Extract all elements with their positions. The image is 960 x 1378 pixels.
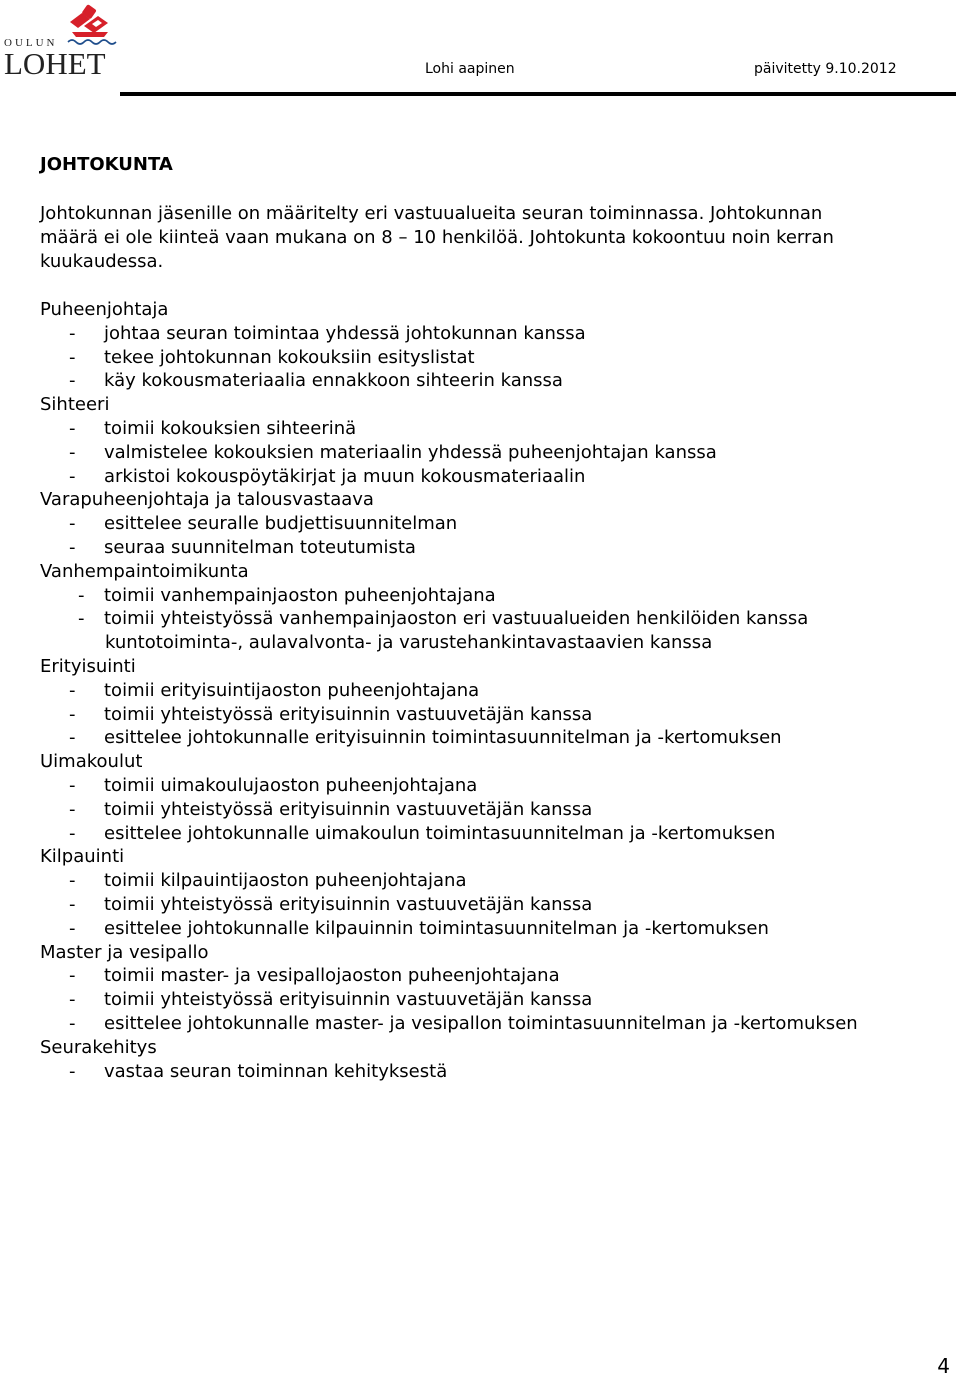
list-item-text: johtaa seuran toimintaa yhdessä johtokunnan kanssa: [104, 322, 586, 344]
list-item: [40, 465, 945, 489]
list-item-continuation: kuntotoiminta-, aulavalvonta- ja varustehankintavastaavien kanssa: [105, 632, 713, 654]
role-list: [40, 298, 945, 1083]
dash-bullet: -: [69, 727, 76, 749]
intro-line: määrä ei ole kiinteä vaan mukana on 8 – 10 henkilöä. Johtokunta kokoontuu noin kerran: [40, 227, 834, 248]
list-item-text: valmistelee kokouksien materiaalin yhdessä puheenjohtajan kanssa: [104, 441, 717, 463]
role-title: Kilpauinti: [40, 846, 125, 868]
header-divider: [120, 92, 956, 96]
list-item-text: toimii yhteistyössä erityisuinnin vastuuvetäjän kanssa: [104, 893, 593, 915]
list-item-text: esittelee seuralle budjettisuunnitelman: [104, 513, 458, 535]
list-item: [40, 441, 945, 465]
wave-icon: [68, 40, 116, 44]
list-item: [40, 584, 945, 608]
role-title: Erityisuinti: [40, 655, 136, 677]
dash-bullet: -: [69, 798, 76, 820]
list-item: [40, 703, 945, 727]
list-item-text: esittelee johtokunnalle erityisuinnin toimintasuunnitelman ja -kertomuksen: [104, 727, 782, 749]
list-item-text: tekee johtokunnan kokouksiin esityslistat: [104, 346, 475, 368]
logo-big-text: LOHET: [4, 46, 106, 78]
list-item: [40, 869, 945, 893]
list-item: [40, 798, 945, 822]
list-item: [40, 822, 945, 846]
dash-bullet: -: [69, 965, 76, 987]
list-item-text: toimii vanhempainjaoston puheenjohtajana: [104, 584, 496, 606]
document-title: Lohi aapinen: [425, 61, 515, 77]
list-item: [40, 679, 945, 703]
list-item: [40, 607, 945, 631]
page-number: 4: [937, 1354, 950, 1378]
dash-bullet: -: [69, 679, 76, 701]
dash-bullet: -: [69, 1060, 76, 1082]
dash-bullet: -: [78, 584, 85, 606]
role-title: Vanhempaintoimikunta: [40, 560, 249, 582]
dash-bullet: -: [69, 989, 76, 1011]
dash-bullet: -: [69, 465, 76, 487]
list-item: [40, 369, 945, 393]
list-item-text: esittelee johtokunnalle kilpauinnin toimintasuunnitelman ja -kertomuksen: [104, 917, 769, 939]
list-item: [40, 322, 945, 346]
list-item-text: toimii master- ja vesipallojaoston puheenjohtajana: [104, 965, 560, 987]
list-item: [40, 964, 945, 988]
list-item: [40, 536, 945, 560]
page-heading: JOHTOKUNTA: [40, 154, 173, 175]
role-title: Sihteeri: [40, 394, 110, 416]
list-item: [40, 988, 945, 1012]
list-item-text: esittelee johtokunnalle master- ja vesipallon toimintasuunnitelman ja -kertomuksen: [104, 1012, 858, 1034]
list-item: [40, 774, 945, 798]
list-item: [40, 1012, 945, 1036]
list-item-text: seuraa suunnitelman toteutumista: [104, 536, 416, 558]
list-item: [40, 917, 945, 941]
dash-bullet: -: [78, 608, 85, 630]
oulun-lohet-logo: [4, 4, 124, 78]
intro-line: kuukaudessa.: [40, 251, 164, 272]
list-item: [40, 346, 945, 370]
dash-bullet: -: [69, 417, 76, 439]
list-item: [40, 726, 945, 750]
swimmer-logo-icon: [70, 4, 108, 37]
dash-bullet: -: [69, 774, 76, 796]
list-item-text: toimii kokouksien sihteerinä: [104, 417, 357, 439]
dash-bullet: -: [69, 322, 76, 344]
list-item-text: esittelee johtokunnalle uimakoulun toimintasuunnitelman ja -kertomuksen: [104, 822, 776, 844]
role-title: Uimakoulut: [40, 751, 143, 773]
list-item-text: toimii yhteistyössä vanhempainjaoston eri vastuualueiden henkilöiden kanssa: [104, 608, 809, 630]
list-item-text: vastaa seuran toiminnan kehityksestä: [104, 1060, 448, 1082]
dash-bullet: -: [69, 917, 76, 939]
updated-date: päivitetty 9.10.2012: [754, 61, 897, 77]
list-item-text: toimii yhteistyössä erityisuinnin vastuuvetäjän kanssa: [104, 989, 593, 1011]
role-title: Seurakehitys: [40, 1036, 157, 1058]
dash-bullet: -: [69, 1012, 76, 1034]
list-item-text: arkistoi kokouspöytäkirjat ja muun kokousmateriaalin: [104, 465, 586, 487]
dash-bullet: -: [69, 893, 76, 915]
dash-bullet: -: [69, 870, 76, 892]
dash-bullet: -: [69, 370, 76, 392]
list-item-text: toimii yhteistyössä erityisuinnin vastuuvetäjän kanssa: [104, 798, 593, 820]
list-item: [40, 417, 945, 441]
dash-bullet: -: [69, 441, 76, 463]
dash-bullet: -: [69, 513, 76, 535]
dash-bullet: -: [69, 346, 76, 368]
list-item: [40, 1060, 945, 1084]
dash-bullet: -: [69, 822, 76, 844]
intro-paragraph: [40, 202, 940, 274]
dash-bullet: -: [69, 536, 76, 558]
intro-line: Johtokunnan jäsenille on määritelty eri vastuualueita seuran toiminnassa. Johtokunnan: [40, 203, 823, 224]
list-item: [40, 512, 945, 536]
role-title: Puheenjohtaja: [40, 299, 169, 320]
role-title: Master ja vesipallo: [40, 941, 209, 963]
list-item-text: toimii yhteistyössä erityisuinnin vastuuvetäjän kanssa: [104, 703, 593, 725]
dash-bullet: -: [69, 703, 76, 725]
list-item-text: toimii uimakoulujaoston puheenjohtajana: [104, 774, 478, 796]
list-item-text: käy kokousmateriaalia ennakkoon sihteerin kanssa: [104, 370, 563, 392]
logo-small-text: OULUN: [4, 37, 58, 49]
list-item: [40, 893, 945, 917]
list-item-text: toimii erityisuintijaoston puheenjohtajana: [104, 679, 480, 701]
list-item-text: toimii kilpauintijaoston puheenjohtajana: [104, 870, 467, 892]
role-title: Varapuheenjohtaja ja talousvastaava: [40, 489, 374, 511]
